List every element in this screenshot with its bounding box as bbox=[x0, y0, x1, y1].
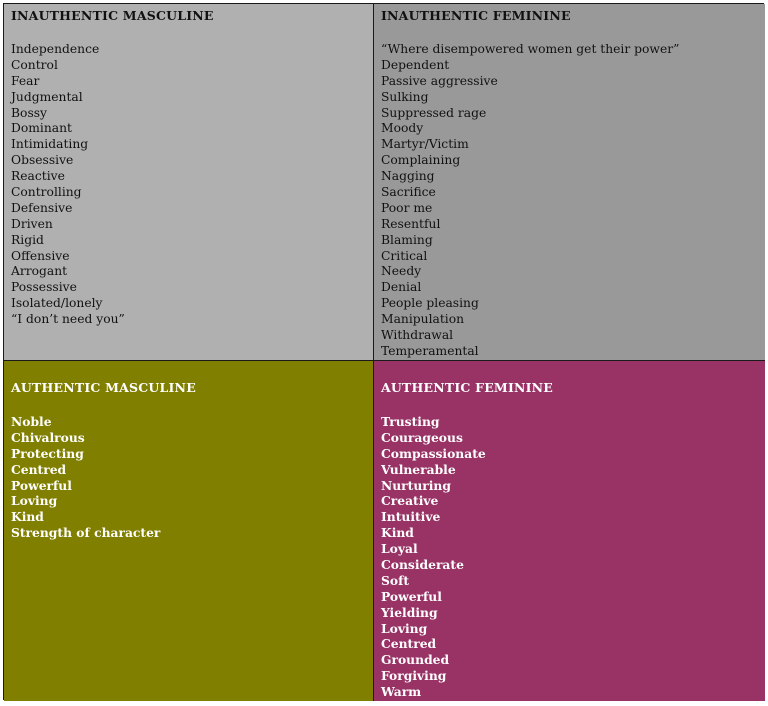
list-item: Powerful bbox=[11, 477, 72, 493]
list-item: Sulking bbox=[381, 89, 429, 104]
list-item: Grounded bbox=[381, 652, 450, 668]
list-item: Loyal bbox=[381, 541, 418, 557]
list-item: Loving bbox=[11, 493, 58, 509]
authentic-feminine-heading: AUTHENTIC FEMININE bbox=[381, 380, 554, 395]
authentic-masculine-heading: AUTHENTIC MASCULINE bbox=[11, 380, 196, 395]
list-item: “I don’t need you” bbox=[11, 312, 125, 327]
inauthentic-masculine-list bbox=[11, 42, 366, 328]
inauthentic-feminine-cell bbox=[374, 4, 765, 361]
inauthentic-feminine-heading: INAUTHENTIC FEMININE bbox=[381, 8, 571, 23]
list-item: Reactive bbox=[11, 169, 65, 184]
list-item: Forgiving bbox=[381, 668, 447, 684]
list-item: Isolated/lonely bbox=[11, 296, 103, 311]
quadrant-table bbox=[3, 3, 764, 700]
list-item: Courageous bbox=[381, 429, 463, 445]
list-item: Complaining bbox=[381, 153, 461, 168]
list-item: Sacrifice bbox=[381, 185, 436, 200]
list-item: “Where disempowered women get their power” bbox=[381, 42, 680, 56]
list-item: Creative bbox=[381, 493, 439, 509]
list-item: Passive aggressive bbox=[381, 73, 498, 88]
list-item: Withdrawal bbox=[381, 328, 454, 343]
list-item: Warm bbox=[381, 684, 422, 700]
list-item: Centred bbox=[11, 461, 67, 477]
list-item: Independence bbox=[11, 42, 100, 56]
list-item: Offensive bbox=[11, 248, 70, 263]
authentic-feminine-list bbox=[381, 414, 758, 700]
list-item: Arrogant bbox=[11, 264, 68, 279]
list-item: Control bbox=[11, 57, 58, 72]
list-item: Protecting bbox=[11, 445, 84, 461]
list-item: Possessive bbox=[11, 280, 77, 295]
inauthentic-masculine-heading: INAUTHENTIC MASCULINE bbox=[11, 8, 214, 23]
list-item: Manipulation bbox=[381, 312, 465, 327]
list-item: Dependent bbox=[381, 57, 450, 72]
authentic-feminine-cell bbox=[374, 361, 765, 701]
list-item: Blaming bbox=[381, 232, 433, 247]
list-item: Strength of character bbox=[11, 525, 161, 541]
list-item: Noble bbox=[11, 414, 52, 429]
list-item: Resentful bbox=[381, 216, 441, 231]
list-item: Driven bbox=[11, 216, 53, 231]
list-item: Yielding bbox=[381, 604, 438, 620]
list-item: Nurturing bbox=[381, 477, 451, 493]
list-item: Loving bbox=[381, 620, 428, 636]
list-item: Denial bbox=[381, 280, 422, 295]
list-item: Needy bbox=[381, 264, 422, 279]
list-item: Controlling bbox=[11, 185, 82, 200]
list-item: Kind bbox=[11, 509, 44, 525]
list-item: Martyr/Victim bbox=[381, 137, 469, 152]
list-item: People pleasing bbox=[381, 296, 479, 311]
list-item: Defensive bbox=[11, 200, 73, 215]
inauthentic-feminine-list bbox=[381, 42, 758, 360]
list-item: Judgmental bbox=[11, 89, 83, 104]
list-item: Moody bbox=[381, 121, 424, 136]
list-item: Nagging bbox=[381, 169, 435, 184]
inauthentic-masculine-cell bbox=[4, 4, 374, 361]
list-item: Chivalrous bbox=[11, 429, 85, 445]
list-item: Trusting bbox=[381, 414, 440, 429]
list-item: Intuitive bbox=[381, 509, 441, 525]
list-item: Rigid bbox=[11, 232, 44, 247]
list-item: Intimidating bbox=[11, 137, 89, 152]
list-item: Dominant bbox=[11, 121, 72, 136]
list-item: Obsessive bbox=[11, 153, 74, 168]
list-item: Soft bbox=[381, 572, 410, 588]
authentic-masculine-cell bbox=[4, 361, 374, 701]
list-item: Powerful bbox=[381, 588, 442, 604]
list-item: Kind bbox=[381, 525, 414, 541]
list-item: Centred bbox=[381, 636, 437, 652]
list-item: Poor me bbox=[381, 200, 433, 215]
list-item: Compassionate bbox=[381, 445, 486, 461]
list-item: Vulnerable bbox=[381, 461, 456, 477]
list-item: Bossy bbox=[11, 105, 48, 120]
authentic-masculine-list bbox=[11, 414, 366, 541]
list-item: Fear bbox=[11, 73, 40, 88]
list-item: Critical bbox=[381, 248, 428, 263]
list-item: Suppressed rage bbox=[381, 105, 487, 120]
list-item: Considerate bbox=[381, 557, 464, 573]
list-item: Temperamental bbox=[381, 343, 479, 358]
